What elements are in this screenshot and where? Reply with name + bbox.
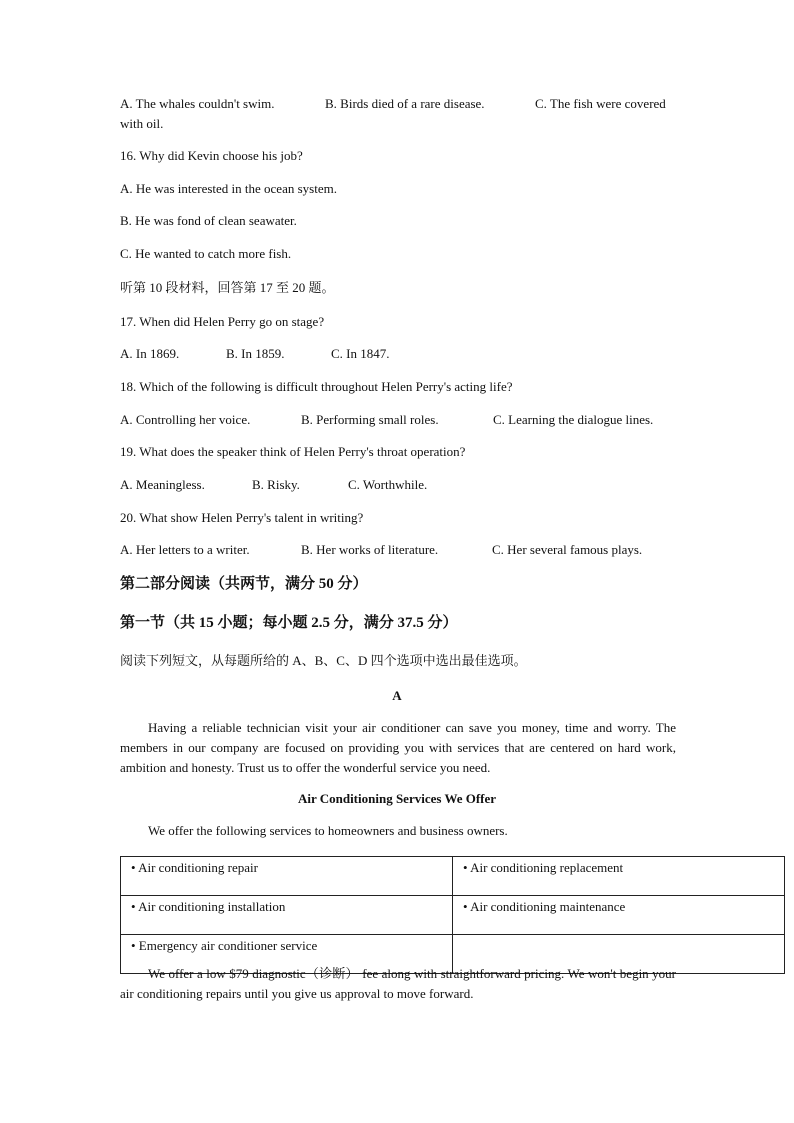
q20-option-b: B. Her works of literature. [301, 542, 439, 557]
section1-heading: 第一节（共 15 小题；每小题 2.5 分，满分 37.5 分） [120, 615, 458, 631]
q16-option-b: B. He was fond of clean seawater. [120, 213, 297, 228]
services-table [120, 856, 785, 974]
q18-option-c: C. Learning the dialogue lines. [493, 412, 654, 427]
services-title: Air Conditioning Services We Offer [297, 791, 497, 806]
q18-option-a: A. Controlling her voice. [120, 412, 251, 427]
q16-option-c: C. He wanted to catch more fish. [120, 246, 292, 261]
q18-option-b: B. Performing small roles. [301, 412, 439, 427]
table-row [121, 857, 785, 896]
reading-instructions: 阅读下列短文，从每题所给的 A、B、C、D 四个选项中选出最佳选项。 [120, 653, 527, 668]
q17-option-c: C. In 1847. [331, 346, 390, 361]
q17-option-a: A. In 1869. [120, 346, 180, 361]
passage-paragraph-2: We offer a low $79 diagnostic（诊断） fee along with straightforward pricing. We won't begin your air conditioning repairs until you give us approval to move forward. [120, 966, 676, 1001]
table-cell: • Air conditioning maintenance [453, 896, 785, 935]
listening-section-10-instruction: 听第 10 段材料，回答第 17 至 20 题。 [120, 280, 335, 295]
q19-option-a: A. Meaningless. [120, 477, 205, 492]
q17-stem: 17. When did Helen Perry go on stage? [120, 314, 325, 329]
q18-stem: 18. Which of the following is difficult throughout Helen Perry's acting life? [120, 379, 513, 394]
table-cell: • Air conditioning repair [121, 857, 453, 896]
table-row [121, 896, 785, 935]
q15-option-b: B. Birds died of a rare disease. [325, 96, 485, 111]
q16-option-a: A. He was interested in the ocean system. [120, 181, 337, 196]
services-intro: We offer the following services to homeowners and business owners. [148, 823, 508, 838]
table-cell: • Air conditioning replacement [453, 857, 785, 896]
passage-paragraph-1: Having a reliable technician visit your air conditioner can save you money, time and worry. The members in our company are focused on providing you with services that are centered on hard work, ambition and honesty. Trust us to offer the wonderful service you need. [120, 720, 676, 775]
table-cell: • Emergency air conditioner service [121, 935, 453, 974]
q20-option-c: C. Her several famous plays. [492, 542, 643, 557]
q15-option-c-continued: with oil. [120, 116, 164, 131]
q19-stem: 19. What does the speaker think of Helen Perry's throat operation? [120, 444, 466, 459]
q16-stem: 16. Why did Kevin choose his job? [120, 148, 303, 163]
part2-heading: 第二部分阅读（共两节，满分 50 分） [120, 576, 368, 592]
q19-option-c: C. Worthwhile. [348, 477, 428, 492]
q20-option-a: A. Her letters to a writer. [120, 542, 250, 557]
q15-option-c: C. The fish were covered [535, 96, 666, 111]
passage-label: A [392, 688, 402, 703]
table-cell: • Air conditioning installation [121, 896, 453, 935]
q20-stem: 20. What show Helen Perry's talent in writing? [120, 510, 364, 525]
q19-option-b: B. Risky. [252, 477, 300, 492]
q17-option-b: B. In 1859. [226, 346, 285, 361]
q15-option-a: A. The whales couldn't swim. [120, 96, 275, 111]
